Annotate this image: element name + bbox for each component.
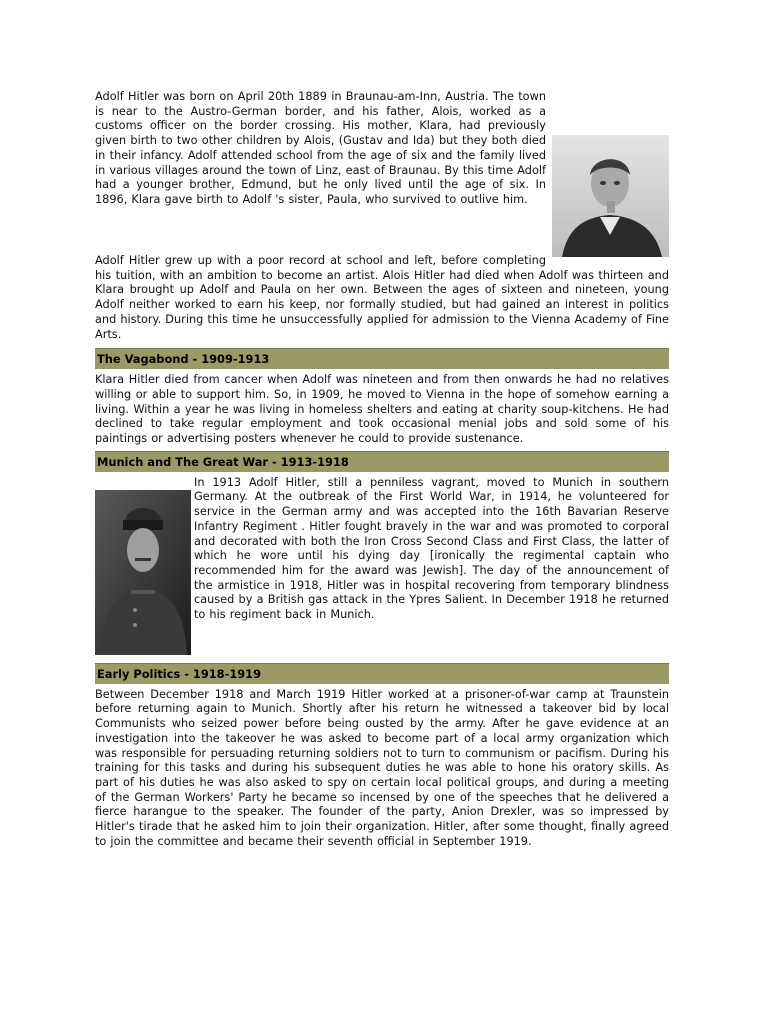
section-text-early-politics: Between December 1918 and March 1919 Hitler worked at a prisoner-of-war camp at Traunstein before returning again to Munich. Shortly after his return he witnessed a takeover bid by local Communists who seized power before being ousted by the army. After he gave evidence at an investigation into the takeover he was asked to become part of a local army organization which was responsible for persuading returning soldiers not to turn to communism or pacifism. During his training for this tasks and during his subsequent duties he was able to hone his oratory skills. As part of his duties he was also asked to spy on certain local political groups, and during a meeting of the German Workers' Party he became so incensed by one of the speeches that he delivered a fierce harangue to the speaker. The founder of the party, Anion Drexler, was so impressed by Hitler's tirade that he asked him to join their organization. Hitler, after some thought, finally agreed to join the committee and became their seventh official in September 1919. (95, 687, 669, 848)
intro-paragraph-1: Adolf Hitler was born on April 20th 1889 in Braunau-am-Inn, Austria. The town is near to the Austro-German border, and his father, Alois, worked as a customs officer on the border crossing. His mother, Klara, had previously given birth to two other children by Alois, (Gustav and Ida) but they both died in their infancy. Adolf attended school from the age of six and the family lived in various villages around the town of Linz, east of Braunau. By this time Adolf had a younger brother, Edmund, but he only lived until the age of six. In 1896, Klara gave birth to Adolf 's sister, Paula, who survived to outlive him. (95, 90, 546, 206)
childhood-portrait-photo (552, 135, 669, 257)
soldier-portrait-image (95, 490, 191, 655)
childhood-portrait-image (552, 135, 669, 257)
section-heading-vagabond: The Vagabond - 1909-1913 (95, 348, 669, 369)
section-heading-early-politics: Early Politics - 1918-1919 (95, 663, 669, 684)
section-text-vagabond: Klara Hitler died from cancer when Adolf was nineteen and from then onwards he had no relatives willing or able to support him. So, in 1909, he moved to Vienna in the hope of somehow earning a living. Within a year he was living in homeless shelters and eating at charity soup-kitchens. He had declined to take regular employment and took occasional menial jobs and sold some of his paintings or advertising posters whenever he could to provide sustenance. (95, 373, 669, 446)
munich-war-block (95, 476, 669, 652)
soldier-portrait-photo (95, 490, 191, 655)
intro-block (95, 90, 669, 254)
section-heading-munich-war: Munich and The Great War - 1913-1918 (95, 451, 669, 472)
document-page (95, 90, 669, 849)
intro-paragraph-2: Adolf Hitler grew up with a poor record at school and left, before completing his tuition, with an ambition to become an artist. Alois Hitler had died when Adolf was thirteen and Klara brought up Adolf and Paula on her own. Between the ages of sixteen and nineteen, young Adolf neither worked to earn his keep, nor formally studied, but had gained an interest in politics and history. During this time he unsuccessfully applied for admission to the Vienna Academy of Fine Arts. (95, 254, 669, 341)
section-text-munich-war: In 1913 Adolf Hitler, still a penniless vagrant, moved to Munich in southern Germany. At the outbreak of the First World War, in 1914, he volunteered for service in the German army and was accepted into the 16th Bavarian Reserve Infantry Regiment . Hitler fought bravely in the war and was promoted to corporal and decorated with both the Iron Cross Second Class and First Class, the latter of which he wore until his dying day [ironically the regimental captain who recommended him for the award was Jewish]. The day of the announcement of the armistice in 1918, Hitler was in hospital recovering from temporary blindness caused by a British gas attack in the Ypres Salient. In December 1918 he returned to his regiment back in Munich. (194, 475, 669, 622)
